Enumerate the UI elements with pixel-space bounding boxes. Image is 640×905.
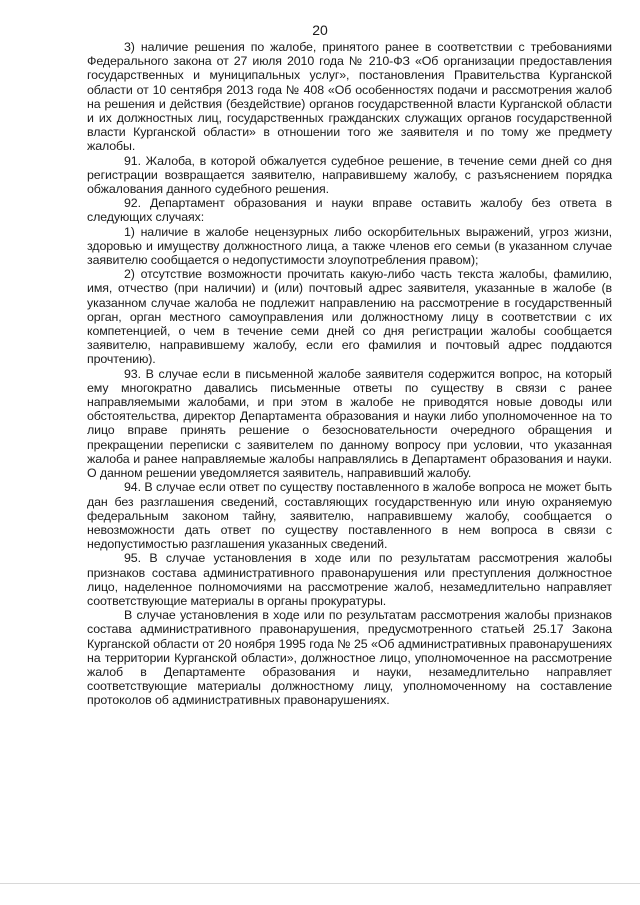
paragraph-92-item-1: 1) наличие в жалобе нецензурных либо оскорбительных выражений, угроз жизни, здоровью и имуществу должностного лица, а также членов его семьи (в указанном случае заявителю сообщается о недопустимости злоупотребления правом); — [87, 224, 612, 268]
paragraph-95: 95. В случае установления в ходе или по результатам рассмотрения жалобы признаков состава административного правонарушения или преступления должностное лицо, наделенное полномочиями на рассмотрение жалоб, незамедлительно направляет соответствующие материалы в органы прокуратуры. — [87, 551, 612, 608]
scan-edge-line — [0, 883, 640, 884]
document-body — [87, 40, 612, 708]
paragraph-91: 91. Жалоба, в которой обжалуется судебное решение, в течение семи дней со дня регистрации возвращается заявителю, направившему жалобу, с разъяснением порядка обжалования данного судебного решения. — [87, 153, 612, 197]
paragraph-item-3: 3) наличие решения по жалобе, принятого ранее в соответствии с требованиями Федерального закона от 27 июля 2010 года № 210-ФЗ «Об организации предоставления государственных и муниципальных услуг», постановления Правительства Курганской области от 10 сентября 2013 года № 408 «Об особенностях подачи и рассмотрения жалоб на решения и действия (бездействие) органов государственной власти Курганской области и их должностных лиц, государственных гражданских служащих органов государственной власти Курганской области» в отношении того же заявителя и по тому же предмету жалобы. — [87, 40, 612, 154]
paragraph-95-continued: В случае установления в ходе или по результатам рассмотрения жалобы признаков состава административного правонарушения, предусмотренного статьей 25.17 Закона Курганской области от 20 ноября 1995 года № 25 «Об административных правонарушениях на территории Курганской области», должностное лицо, уполномоченное на рассмотрение жалоб в Департаменте образования и науки, незамедлительно направляет соответствующие материалы должностному лицу, уполномоченному на составление протоколов об административных правонарушениях. — [87, 608, 612, 708]
paragraph-93: 93. В случае если в письменной жалобе заявителя содержится вопрос, на который ему многократно давались письменные ответы по существу в связи с ранее направляемыми жалобами, и при этом в жалобе не приводятся новые доводы или обстоятельства, директор Департамента образования и науки либо уполномоченное на то лицо вправе принять решение о безосновательности очередного обращения и прекращении переписки с заявителем по данному вопросу при условии, что указанная жалоба и ранее направляемые жалобы направлялись в Департамент образования и науки. О данном решении уведомляется заявитель, направивший жалобу. — [87, 366, 612, 481]
paragraph-92: 92. Департамент образования и науки вправе оставить жалобу без ответа в следующих случаях: — [87, 196, 612, 225]
paragraph-92-item-2: 2) отсутствие возможности прочитать какую-либо часть текста жалобы, фамилию, имя, отчество (при наличии) и (или) почтовый адрес заявителя, указанные в жалобе (в указанном случае жалоба не подлежит направлению на рассмотрение в государственный орган, орган местного самоуправления или должностному лицу в соответствии с их компетенцией, о чем в течение семи дней со дня регистрации жалобы сообщается заявителю, направившему жалобу, если его фамилия и почтовый адрес поддаются прочтению). — [87, 267, 612, 367]
paragraph-94: 94. В случае если ответ по существу поставленного в жалобе вопроса не может быть дан без разглашения сведений, составляющих государственную или иную охраняемую федеральным законом тайну, заявителю, направившему жалобу, сообщается о невозможности дать ответ по существу поставленного в нем вопроса в связи с недопустимостью разглашения указанных сведений. — [87, 480, 612, 552]
page-number: 20 — [312, 22, 328, 38]
